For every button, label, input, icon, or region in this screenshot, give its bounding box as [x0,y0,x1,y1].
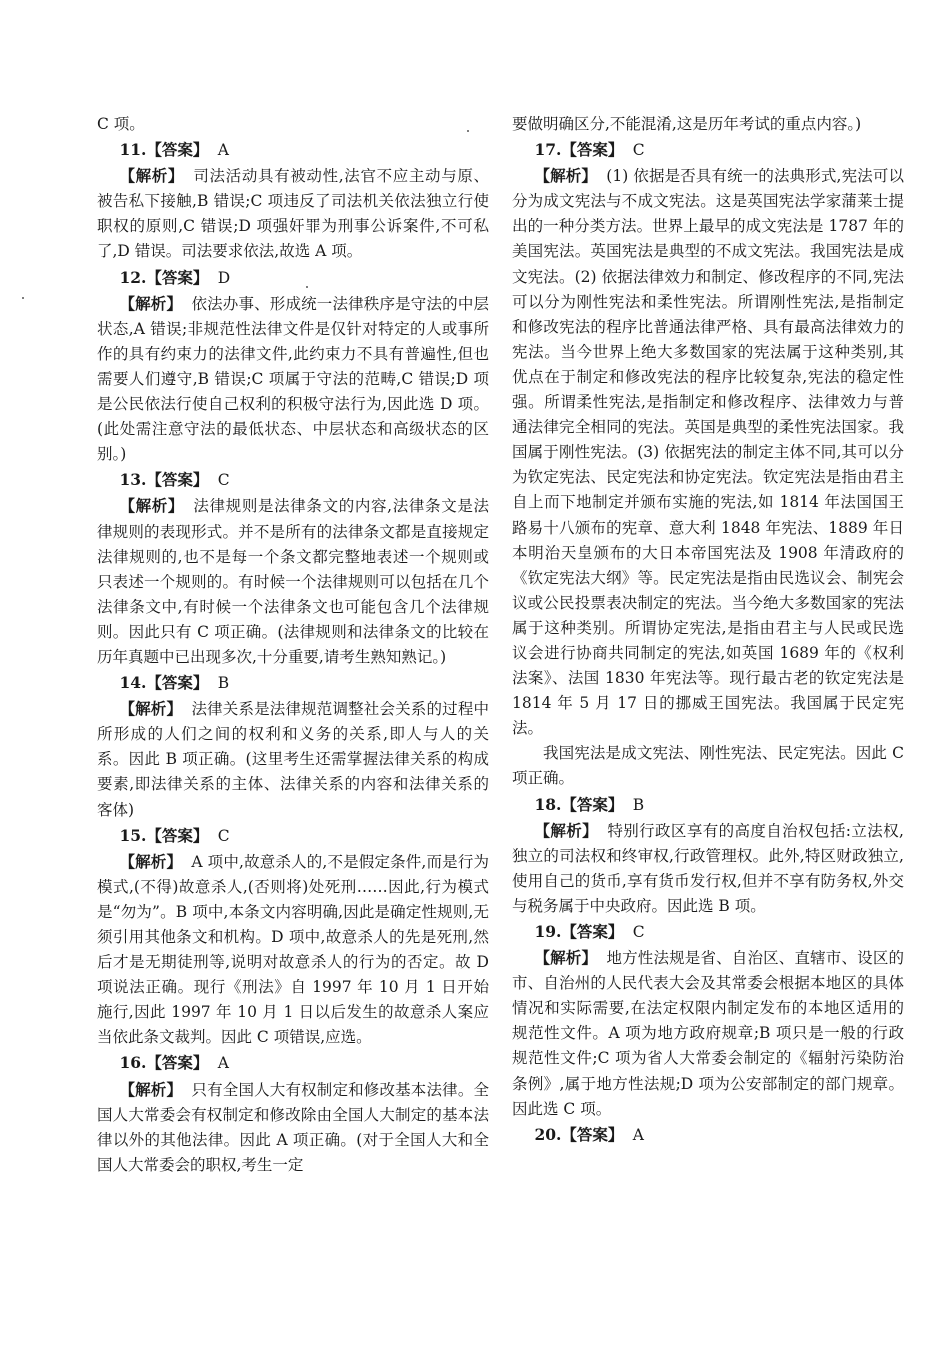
analysis-15: 【解析】 A 项中,故意杀人的,不是假定条件,而是行为模式,(不得)故意杀人,(否则将)处死刑……因此,行为模式是“勿为”。B 项中,本条文内容明确,因此是确定性规则,无须引用其他条文和机构。D 项中,故意杀人的先是死刑,然后才是无期徒刑等,说明对故意杀人的行为的否定。故 D 项说法正确。现行《刑法》自 1997 年 10 月 1 日开始施行,因此 1997 年 10 月 1 日以后发生的故意杀人案应当依此条文裁判。因此 C 项错误,应选。 [97,851,489,1047]
answer-17: 17.【答案】 C [534,140,645,160]
right-column [512,112,904,1148]
answer-11: 11.【答案】 A [119,140,229,160]
answer-19: 19.【答案】 C [534,922,645,941]
answer-13: 13.【答案】 C [119,470,230,490]
analysis-11: 【解析】 司法活动具有被动性,法官不应主动与原、被告私下接触,B 错误;C 项违反了司法机关依法独立行使职权的原则,C 错误;D 项强奸罪为刑事公诉案件,不可私了,D 错误。司法要求依法,故选 A 项。 [97,166,489,261]
analysis-14: 【解析】 法律关系是法律规范调整社会关系的过程中所形成的人们之间的权利和义务的关系,即人与人的关系。因此 B 项正确。(这里考生还需掌握法律关系的构成要素,即法律关系的主体、法律关系的内容和法律关系的客体) [97,699,489,819]
analysis-19: 【解析】 地方性法规是省、自治区、直辖市、设区的市、自治州的人民代表大会及其常委会根据本地区的具体情况和实际需要,在法定权限内制定发布的本地区适用的规范性文件。A 项为地方政府规章;B 项只是一般的行政规范性文件;C 项为省人大常委会制定的《辐射污染防治条例》,属于地方性法规;D 项为公安部制定的部门规章。因此选 C 项。 [512,948,904,1118]
answer-15: 15.【答案】 C [119,825,230,845]
answer-16: 16.【答案】 A [119,1053,229,1073]
analysis-13: 【解析】 法律规则是法律条文的内容,法律条文是法律规则的表现形式。并不是所有的法律条文都是直接规定法律规则的,也不是每一个条文都完整地表述一个规则或只表述一个规则的。有时候一个法律规则可以包括在几个法律条文中,有时候一个法律条文也可能包含几个法律规则。因此只有 C 项正确。(法律规则和法律条文的比较在历年真题中已出现多次,十分重要,请考生熟知熟记。) [97,496,489,666]
analysis-16: 【解析】 只有全国人大有权制定和修改基本法律。全国人大常委会有权制定和修改除由全国人大制定的基本法律以外的其他法律。因此 A 项正确。(对于全国人大和全国人大常委会的职权,考生一定 [97,1079,489,1174]
answer-18: 18.【答案】 B [534,794,645,814]
answer-12: 12.【答案】 D [119,267,231,287]
conclusion-17: 我国宪法是成文宪法、刚性宪法、民定宪法。因此 C 项正确。 [512,744,904,788]
analysis-12: 【解析】 依法办事、形成统一法律秩序是守法的中层状态,A 错误;非规范性法律文件是仅针对特定的人或事所作的具有约束力的法律文件,此约束力不具有普遍性,但也需要人们遵守,B 错误;C 项属于守法的范畴,C 错误;D 项是公民依法行使自己权利的积极守法行为,因此选 D 项。(此处需注意守法的最低状态、中层状态和高级状态的区别。) [97,293,489,464]
scan-speck [22,297,24,299]
intro-text: C 项。 [97,115,145,133]
answer-14: 14.【答案】 B [119,673,230,693]
answer-20: 20.【答案】 A [534,1124,644,1144]
analysis-17: 【解析】 (1) 依据是否具有统一的法典形式,宪法可以分为成文宪法与不成文宪法。这是英国宪法学家蒲莱士提出的一种分类方法。世界上最早的成文宪法是 1787 年的美国宪法。英国宪法是典型的不成文宪法。我国宪法是成文宪法。(2) 依据法律效力和制定、修改程序的不同,宪法可以分为刚性宪法和柔性宪法。所谓刚性宪法,是指制定和修改宪法的程序比普通法律严格、具有最高法律效力的宪法。当今世界上绝大多数国家的宪法属于这种类别,其优点在于制定和修改宪法的程序比较复杂,宪法的稳定性强。所谓柔性宪法,是指制定和修改程序、法律效力与普通法律完全相同的宪法。英国是典型的柔性宪法国家。我国属于刚性宪法。(3) 依据宪法的制定主体不同,其可以分为钦定宪法、民定宪法和协定宪法。钦定宪法是指由君主自上而下地制定并颁布实施的宪法,如 1814 年法国国王路易十八颁布的宪章、意大利 1848 年宪法、1889 年日本明治天皇颁布的大日本帝国宪法及 1908 年清政府的《钦定宪法大纲》等。民定宪法是指由民选议会、制宪会议或公民投票表决制定的宪法。当今绝大多数国家的宪法属于这种类别。所谓协定宪法,是指由君主与人民或民选议会进行协商共同制定的宪法,如英国 1689 年的《权利法案》、法国 1830 年宪法等。现行最古老的钦定宪法是 1814 年 5 月 17 日的挪威王国宪法。我国属于民定宪法。 [512,166,904,738]
continuation-text: 要做明确区分,不能混淆,这是历年考试的重点内容。) [512,115,862,133]
analysis-18: 【解析】 特别行政区享有的高度自治权包括:立法权,独立的司法权和终审权,行政管理权。此外,特区财政独立,使用自己的货币,享有货币发行权,但并不享有防务权,外交与税务属于中央政府。因此选 B 项。 [512,820,904,915]
left-column [97,112,489,1178]
